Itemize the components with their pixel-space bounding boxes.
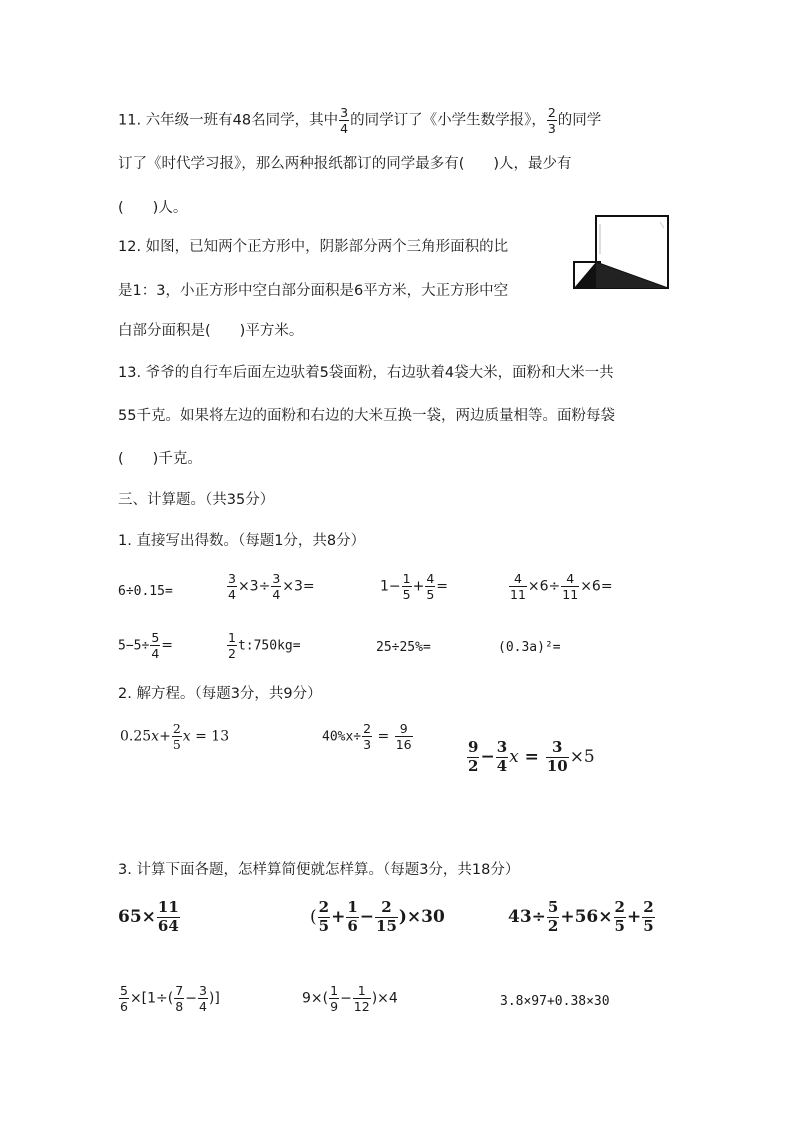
simplify-5: 9×( $\frac{1}{9}$ − $\frac{1}{12}$ )×4 xyxy=(302,983,398,1015)
calc-r1c4: $\frac{4}{11}$ ×6÷ $\frac{4}{11}$ ×6= xyxy=(510,571,613,603)
q13-line3: ( )千克。 xyxy=(118,451,202,467)
q12-line1: 12. 如图，已知两个正方形中，阴影部分两个三角形面积的比 xyxy=(118,239,509,255)
fraction: $\frac{2}{3}$ xyxy=(547,105,556,137)
q13-line1: 13. 爷爷的自行车后面左边驮着5袋面粉，右边驮着4袋大米，面粉和大米一共 xyxy=(118,365,614,381)
section-title: 三、计算题。（共35分） xyxy=(118,492,275,508)
q13-line2: 55千克。如果将左边的面粉和右边的大米互换一袋，两边质量相等。面粉每袋 xyxy=(118,408,615,424)
simplify-6: 3.8×97+0.38×30 xyxy=(500,994,610,1009)
calc-r1c3: 1− $\frac{1}{5}$ + $\frac{4}{5}$ = xyxy=(380,571,449,603)
part3-title: 3. 计算下面各题，怎样算简便就怎样算。（每题3分，共18分） xyxy=(118,862,520,878)
squares-figure xyxy=(572,214,670,290)
calc-r2c2: $\frac{1}{2}$ t:750kg= xyxy=(228,630,301,662)
q11-line3: ( )人。 xyxy=(118,200,188,216)
q11-line2: 订了《时代学习报》，那么两种报纸都订的同学最多有( )人，最少有 xyxy=(118,156,572,172)
q12-line3: 白部分面积是( )平方米。 xyxy=(118,323,304,339)
q12-line2: 是1：3，小正方形中空白部分面积是6平方米，大正方形中空 xyxy=(118,283,509,299)
calc-r1c2: $\frac{3}{4}$ ×3÷ $\frac{3}{4}$ ×3= xyxy=(228,571,315,603)
equation-1: 0.25x+ $\frac{2}{5}$ x = 13 xyxy=(120,721,230,753)
fraction: $\frac{3}{4}$ xyxy=(340,105,349,137)
q11-line1: 11. 六年级一班有48名同学，其中 $\frac{3}{4}$ 的同学订了《小学生数学报》， $\frac{2}{3}$ 的同学 xyxy=(118,105,602,137)
simplify-4: $\frac{5}{6}$ ×[1÷( $\frac{7}{8}$ − $\frac{3}{4}$ )] xyxy=(120,983,220,1015)
calc-r1c1: 6÷0.15= xyxy=(118,584,173,599)
calc-r2c1: 5−5÷ $\frac{5}{4}$ = xyxy=(118,630,173,662)
simplify-1: 65× $\frac{11}{64}$ xyxy=(118,898,179,935)
calc-r2c3: 25÷25%= xyxy=(376,640,431,655)
calc-r2c4: (0.3a)²= xyxy=(498,640,561,655)
equation-2: 40%x÷ $\frac{2}{3}$ = $\frac{9}{16}$ xyxy=(322,721,412,753)
equation-3: $\frac{9}{2}$ − $\frac{3}{4}$ x = $\frac{3}{10}$ ×5 xyxy=(468,738,595,775)
part1-title: 1. 直接写出得数。（每题1分，共8分） xyxy=(118,533,366,549)
simplify-2: ( $\frac{2}{5}$ + $\frac{1}{6}$ − $\frac{2}{15}$ )×30 xyxy=(310,898,445,935)
part2-title: 2. 解方程。（每题3分，共9分） xyxy=(118,686,322,702)
simplify-3: 43÷ $\frac{5}{2}$ +56× $\frac{2}{5}$ + $\frac{2}{5}$ xyxy=(508,898,654,935)
